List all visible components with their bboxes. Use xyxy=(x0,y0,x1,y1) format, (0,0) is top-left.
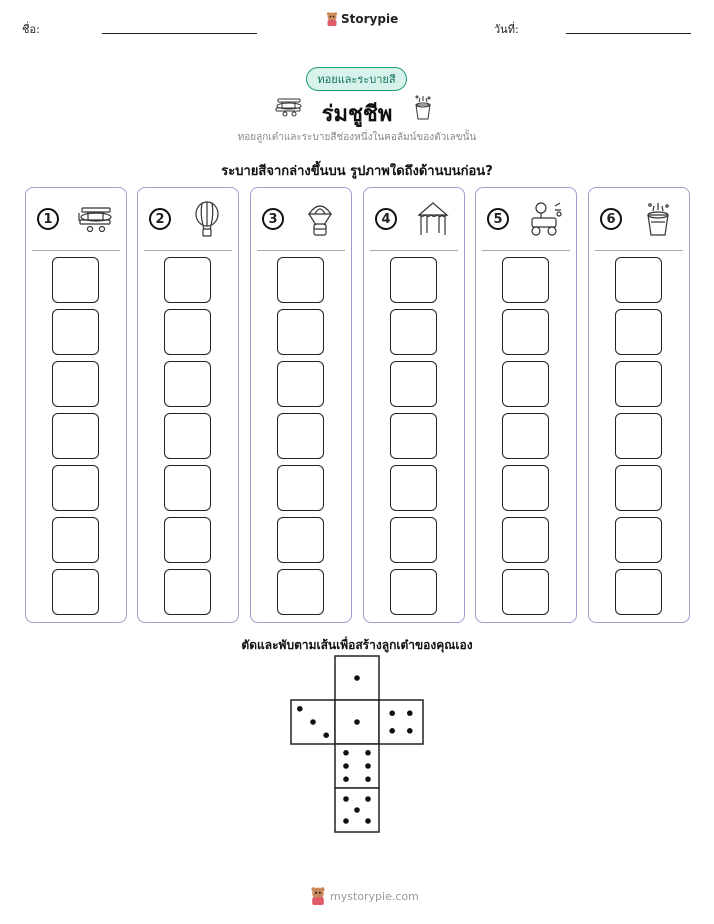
color-box[interactable] xyxy=(164,361,211,407)
column-number: 1 xyxy=(37,208,59,230)
color-box[interactable] xyxy=(52,309,99,355)
color-box[interactable] xyxy=(502,361,549,407)
color-box[interactable] xyxy=(52,465,99,511)
color-box[interactable] xyxy=(277,413,324,459)
color-box[interactable] xyxy=(390,517,437,563)
dice-face-4 xyxy=(379,700,423,744)
name-field[interactable] xyxy=(102,33,257,34)
color-box[interactable] xyxy=(52,569,99,615)
cut-instructions: ตัดและพับตามเส้นเพื่อสร้างลูกเต๋าของคุณเอง xyxy=(241,638,473,652)
divider xyxy=(32,250,120,251)
color-box[interactable] xyxy=(277,569,324,615)
hot-air-balloon-icon xyxy=(188,200,226,238)
footer xyxy=(310,887,419,905)
color-box[interactable] xyxy=(164,413,211,459)
water-splash-cup-icon xyxy=(639,200,677,238)
dice-pip xyxy=(365,796,371,802)
dice-pip xyxy=(354,675,360,681)
dice-pip xyxy=(389,728,395,734)
color-box[interactable] xyxy=(52,517,99,563)
dice-pip xyxy=(310,719,316,725)
color-box[interactable] xyxy=(390,257,437,303)
column-number: 5 xyxy=(487,208,509,230)
biplane-deco-icon xyxy=(273,97,305,117)
name-label: ชื่อ: xyxy=(22,23,40,36)
color-box[interactable] xyxy=(615,257,662,303)
divider xyxy=(370,250,458,251)
dice-pip xyxy=(389,710,395,716)
logo-text: Storypie xyxy=(341,12,399,26)
color-box[interactable] xyxy=(52,361,99,407)
dice-pip xyxy=(354,807,360,813)
dice-pip xyxy=(354,719,360,725)
column-number: 6 xyxy=(600,208,622,230)
divider xyxy=(482,250,570,251)
color-box[interactable] xyxy=(52,257,99,303)
parachute-icon xyxy=(301,200,339,238)
column-4 xyxy=(363,187,465,623)
column-number: 4 xyxy=(375,208,397,230)
color-box[interactable] xyxy=(502,413,549,459)
color-box[interactable] xyxy=(615,361,662,407)
footer-url: mystorypie.com xyxy=(330,889,419,903)
color-box[interactable] xyxy=(164,465,211,511)
instructions: ทอยลูกเต๋าและระบายสีช่องหนึ่งในคอลัมน์ของตัวเลขนั้น xyxy=(237,132,477,143)
color-box[interactable] xyxy=(277,517,324,563)
color-box[interactable] xyxy=(277,257,324,303)
color-box[interactable] xyxy=(390,361,437,407)
dice-pip xyxy=(323,732,329,738)
canopy-tent-icon xyxy=(414,200,452,238)
color-box[interactable] xyxy=(615,517,662,563)
dice-pip xyxy=(343,818,349,824)
bear-footer-icon xyxy=(310,887,326,905)
question: ระบายสีจากล่างขึ้นบน รูปภาพใดถึงด้านบนก่อน? xyxy=(221,164,493,179)
color-box[interactable] xyxy=(615,465,662,511)
color-box[interactable] xyxy=(164,569,211,615)
column-1 xyxy=(25,187,127,623)
color-box[interactable] xyxy=(502,465,549,511)
bear-logo-icon xyxy=(326,12,338,26)
dice-pip xyxy=(407,710,413,716)
color-box[interactable] xyxy=(164,517,211,563)
column-2 xyxy=(137,187,239,623)
column-number: 3 xyxy=(262,208,284,230)
color-box[interactable] xyxy=(502,517,549,563)
color-box[interactable] xyxy=(390,413,437,459)
column-3 xyxy=(250,187,352,623)
dice-face-1 xyxy=(335,700,379,744)
dice-pip xyxy=(365,750,371,756)
dice-pip xyxy=(365,776,371,782)
column-number: 2 xyxy=(149,208,171,230)
color-box[interactable] xyxy=(390,465,437,511)
column-5 xyxy=(475,187,577,623)
color-box[interactable] xyxy=(615,413,662,459)
date-label: วันที่: xyxy=(494,23,519,36)
activity-badge: ทอยและระบายสี xyxy=(306,67,407,91)
biplane-icon xyxy=(76,200,114,238)
color-box[interactable] xyxy=(277,465,324,511)
lunar-rover-icon xyxy=(526,200,564,238)
dice-pip xyxy=(343,796,349,802)
color-box[interactable] xyxy=(164,309,211,355)
splash-cup-deco-icon xyxy=(413,94,433,120)
divider xyxy=(144,250,232,251)
color-box[interactable] xyxy=(502,309,549,355)
date-field[interactable] xyxy=(566,33,691,34)
dice-pip xyxy=(365,763,371,769)
dice-pip xyxy=(365,818,371,824)
dice-pip xyxy=(297,706,303,712)
color-box[interactable] xyxy=(390,309,437,355)
divider xyxy=(595,250,683,251)
color-box[interactable] xyxy=(390,569,437,615)
dice-face-3 xyxy=(291,700,335,744)
color-box[interactable] xyxy=(277,309,324,355)
column-6 xyxy=(588,187,690,623)
dice-pip xyxy=(343,763,349,769)
dice-face-6 xyxy=(335,744,379,788)
color-box[interactable] xyxy=(164,257,211,303)
divider xyxy=(257,250,345,251)
dice-pip xyxy=(407,728,413,734)
color-box[interactable] xyxy=(615,309,662,355)
dice-face-5 xyxy=(335,788,379,832)
color-box[interactable] xyxy=(277,361,324,407)
color-box[interactable] xyxy=(52,413,99,459)
color-box[interactable] xyxy=(502,569,549,615)
page-title: ร่มชูชีพ xyxy=(321,102,393,127)
dice-pip xyxy=(343,750,349,756)
storypie-logo xyxy=(326,12,398,26)
dice-pip xyxy=(343,776,349,782)
color-box[interactable] xyxy=(502,257,549,303)
dice-face-1 xyxy=(335,656,379,700)
color-box[interactable] xyxy=(615,569,662,615)
